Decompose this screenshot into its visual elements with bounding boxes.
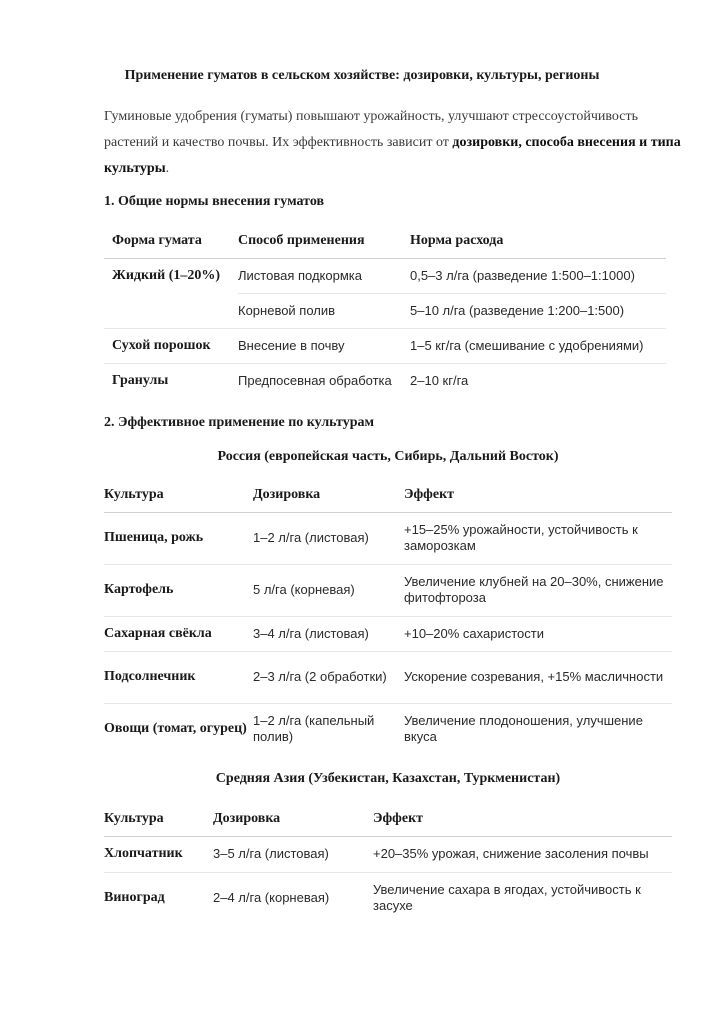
table-cell: 1–2 л/га (капельный полив) <box>253 713 375 745</box>
table-row <box>104 703 672 755</box>
table-header: Дозировка <box>213 802 373 836</box>
table-cell: +15–25% урожайности, устойчивость к заморозкам <box>404 512 672 564</box>
table-cell: Увеличение сахара в ягодах, устойчивость к засухе <box>373 882 641 914</box>
table-cell: 2–3 л/га (2 обработки) <box>253 651 404 703</box>
table-cell: 2–10 кг/га <box>410 372 469 388</box>
table-cell: Листовая подкормка <box>238 258 410 293</box>
table-header-row <box>104 224 666 258</box>
table-cell: Гранулы <box>112 372 169 388</box>
table-cell: Предпосевная обработка <box>238 372 392 388</box>
table-row <box>104 512 672 564</box>
table-cell: Жидкий (1–20%) <box>112 267 221 283</box>
table-cell: Овощи (томат, огурец) <box>104 721 247 737</box>
table-header-row <box>104 802 672 836</box>
table-cell: Пшеница, рожь <box>104 512 253 564</box>
russia-table <box>104 478 672 755</box>
central-asia-table <box>104 802 672 924</box>
table-cell: 1–2 л/га (листовая) <box>253 512 404 564</box>
intro-bold: дозировки, способа внесения и типа культуры <box>104 135 681 176</box>
table-cell: 1–5 кг/га (смешивание с удобрениями) <box>410 328 666 363</box>
table-header-row <box>104 478 672 512</box>
table-cell: Хлопчатник <box>104 836 213 872</box>
section2-heading: 2. Эффективное применение по культурам <box>104 415 375 430</box>
table-header: Эффект <box>404 478 672 512</box>
section1-heading: 1. Общие нормы внесения гуматов <box>104 194 325 209</box>
table-cell <box>104 293 238 328</box>
table-header: Норма расхода <box>410 224 666 258</box>
intro-paragraph <box>104 104 684 182</box>
table-cell: Внесение в почву <box>238 328 410 363</box>
table-row <box>104 293 666 328</box>
table-header: Культура <box>104 802 213 836</box>
page-title: Применение гуматов в сельском хозяйстве: дозировки, культуры, регионы <box>124 68 600 83</box>
table-cell: +20–35% урожая, снижение засоления почвы <box>373 836 672 872</box>
table-cell: Подсолнечник <box>104 651 253 703</box>
intro-end: . <box>165 161 170 176</box>
table-header: Дозировка <box>253 478 404 512</box>
table-row <box>104 328 666 363</box>
table-cell: Сухой порошок <box>104 328 238 363</box>
table-cell: Корневой полив <box>238 293 410 328</box>
table-row <box>104 872 672 924</box>
table-cell: Увеличение клубней на 20–30%, снижение фитофтороза <box>404 564 672 616</box>
table-row <box>104 651 672 703</box>
table-cell: Ускорение созревания, +15% масличности <box>404 651 672 703</box>
table-cell: 3–5 л/га (листовая) <box>213 836 373 872</box>
norms-table <box>104 224 666 398</box>
central-asia-region-title: Средняя Азия (Узбекистан, Казахстан, Туркменистан) <box>215 771 561 786</box>
table-row <box>104 363 666 398</box>
table-cell: Увеличение плодоношения, улучшение вкуса <box>404 713 643 745</box>
table-cell: 0,5–3 л/га (разведение 1:500–1:1000) <box>410 258 666 293</box>
russia-region-title: Россия (европейская часть, Сибирь, Дальний Восток) <box>217 449 559 464</box>
table-cell: 5 л/га (корневая) <box>253 564 404 616</box>
table-cell: Сахарная свёкла <box>104 616 253 651</box>
table-row <box>104 836 672 872</box>
table-header: Способ применения <box>238 224 410 258</box>
table-header: Форма гумата <box>104 224 238 258</box>
table-row <box>104 258 666 293</box>
table-cell: Виноград <box>104 890 165 906</box>
table-header: Культура <box>104 478 253 512</box>
table-cell: 5–10 л/га (разведение 1:200–1:500) <box>410 293 666 328</box>
table-cell: 3–4 л/га (листовая) <box>253 616 404 651</box>
table-cell: Картофель <box>104 564 253 616</box>
table-header: Эффект <box>373 802 672 836</box>
table-row <box>104 616 672 651</box>
intro-text: Гуминовые удобрения (гуматы) повышают урожайность, улучшают стрессоустойчивость растений и качество почвы. Их эффективность зависит от <box>104 109 638 150</box>
table-row <box>104 564 672 616</box>
table-cell: +10–20% сахаристости <box>404 616 672 651</box>
table-cell: 2–4 л/га (корневая) <box>213 890 330 906</box>
